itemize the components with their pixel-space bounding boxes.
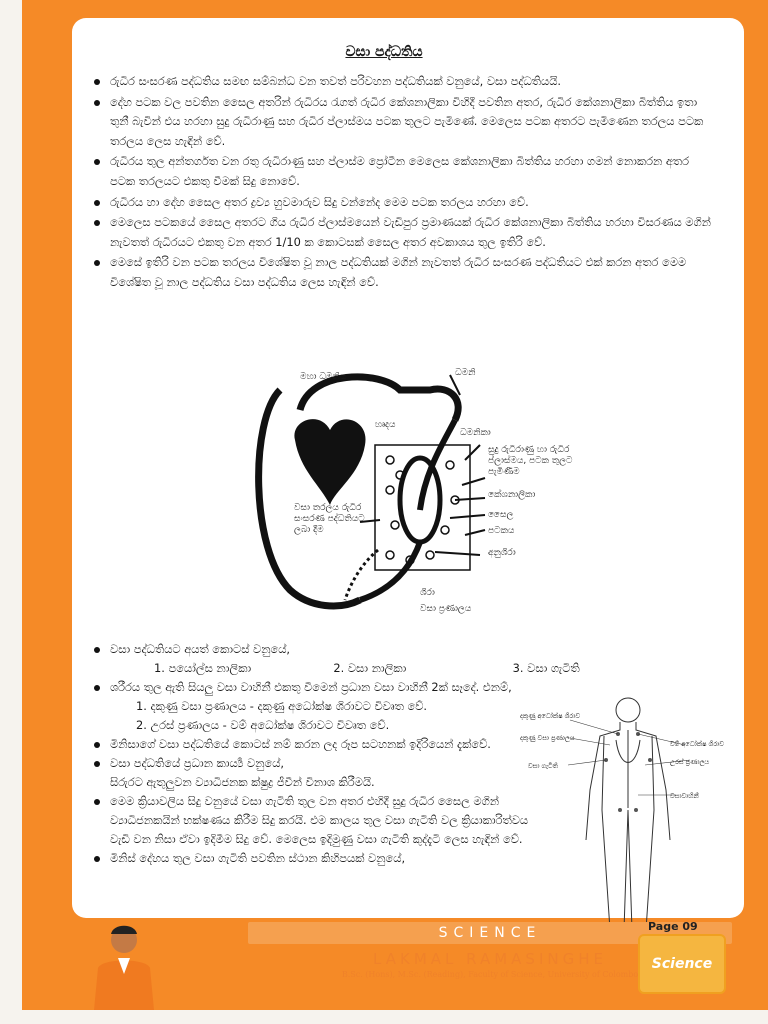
label-heart: හෘදය bbox=[375, 420, 396, 430]
label-arteriole: ධමනිකා bbox=[460, 428, 491, 438]
figure-note: මිනිසාගේ වසා පද්ධතියේ කොටස් නම් කරන ලද රූප සටහනක් ඉදිරියෙන් දැක්වේ. bbox=[92, 735, 530, 754]
aorta-arch bbox=[300, 377, 458, 420]
function-intro: වසා පද්ධතියේ ප්‍රධාන කාර්‍ය්‍ය වනුයේ, bbox=[92, 754, 530, 773]
parts-intro: වසා පද්ධතියට අයත් කොටස් වනුයේ, bbox=[92, 640, 692, 659]
lymph-circulation-diagram bbox=[250, 360, 573, 620]
process-text: මෙම ක්‍රියාවලිය සිදු වනුයේ වසා ගැටිති තුල වන අතර එහිදී සුදු රුධිර සෛල මගින් ව්‍යාධිජනකයින් භක්ෂණය කිරීම සිදු කරයි. එම කාලය තුල වසා ගැටිති වල ක්‍රියාකාරිත්වය වැඩි වන නිසා ඒවා ඉදිමීම සිදු වේ. මෙලෙස ඉදිමුණු වසා ගැටිති කුද්දැටි ලෙස හැඳින් වේ. bbox=[92, 792, 530, 849]
label-vessel: වසාවාහිනී bbox=[670, 792, 699, 800]
label-venule: අනුශිරා bbox=[488, 548, 516, 558]
label-right-lymph: දකුණු වසා ප්‍රණාලය bbox=[520, 734, 575, 742]
bullet-item: රුධිරය තුල අන්තර්ගත වන රතු රුධිරාණු සහ ප්ලාස්ම ප්‍රෝටීන මෙලෙස කේශනාලිකා බිත්තිය හරහා ගමන් නොකරන අතර පටක තරලයට එකතු වීමක් සිදු නොවේ. bbox=[92, 152, 712, 191]
label-aorta: මහා ධමනිය bbox=[300, 372, 347, 382]
parts-row bbox=[92, 659, 692, 678]
bullet-item: රුධිරය හා දේහ සෛල අතර ද්‍රව්‍ය හුවමාරුව සිදු වන්නේද මෙම පටක තරලය හරහා වේ. bbox=[92, 193, 712, 213]
label-tissue: පටකය bbox=[488, 526, 515, 536]
label-artery: ධමනි bbox=[455, 368, 476, 378]
label-right-duct: දකුණු අධෝක්ෂ ශිරාව bbox=[520, 712, 581, 720]
duct-item: 2. උරස් ප්‍රණාලය - වම් අධෝක්ෂ ශිරාවට විවෘත වේ. bbox=[136, 718, 390, 732]
label-thoracic: උරස් ප්‍රණාලය bbox=[670, 758, 710, 766]
bullet-item: රුධිර සංසරණ පද්ධතිය සමඟ සම්බන්ධ වන තවත් පරිවහන පද්ධතියක් වනුයේ, වසා පද්ධතියයි. bbox=[92, 72, 712, 92]
ducts-intro: ශරීරය තුල ඇති සියලු වසා වාහිනී එකතු වීමෙන් ප්‍රධාන වසා වාහිනී 2ක් සෑදේ. එනම්, bbox=[92, 678, 692, 697]
body-outline bbox=[520, 690, 720, 940]
author-name: LAKMAL RAMASINGHE bbox=[373, 950, 607, 968]
author-avatar bbox=[88, 918, 160, 1010]
page-number: Page 09 bbox=[648, 920, 698, 933]
label-wbc-note: සුදු රුධිරාණු හා රුධිර ප්ලාස්මය, පටක තුලට පැමිණීම bbox=[488, 445, 573, 477]
bullet-item: දේහ පටක වල පවතින සෛල අතරින් රුධිරය රැගත් රුධිර කේශනාලිකා විහිදී පවතින අතර, රුධිර කේශනාලිකා බිත්තිය ඉතා තුනී බැවින් එය හරහා සුදු රුධිරාණු සහ රුධිර ප්ලාස්මය පටක තුලට පැමිණේ. මෙලෙස පටක අතරට පැමිණෙන තරලය පටක තරලය ලෙස හැඳින් වේ. bbox=[92, 93, 712, 152]
label-vein: ශිරා bbox=[420, 588, 435, 598]
science-logo: Science bbox=[638, 934, 726, 994]
label-left-vein: වම් අධෝක්ෂ ශිරාව bbox=[670, 740, 724, 748]
function-text: සිරුරට ඇතුලුවන ව්‍යාධිජනක ක්ෂුද්‍ර ජීවීන් විනාශ කිරීමයි. bbox=[110, 775, 375, 789]
locations-text: මිනිස් දේහය තුල වසා ගැටිති පවතින ස්ථාන කිහිපයක් වනුයේ, bbox=[92, 849, 530, 868]
duct-item: 1. දකුණු වසා ප්‍රණාලය - දකුණු අධෝක්ෂ ශිරාවට විවෘත වේ. bbox=[136, 699, 428, 713]
bullet-item: මෙලෙස පටකයේ සෛල අතරට ගිය රුධිර ප්ලාස්මයෙන් වැඩිපුර ප්‍රමාණයක් රුධිර කේශනාලිකා බිත්තිය හරහා විසරණය මගින් නැවතත් රුධිරයට එකතු වන අතර 1/10 ක කොටසක් සෛල අතර අවකාශය තුල ඉතිරි වේ. bbox=[92, 213, 712, 252]
label-cell: සෛල bbox=[488, 510, 514, 520]
part-item: 3. වසා ගැටිති bbox=[512, 661, 580, 675]
part-item: 1. පයෝල්ස නාලිකා bbox=[154, 661, 252, 675]
heart-shape bbox=[294, 419, 365, 505]
bullet-item: මෙසේ ඉතිරි වන පටක තරලය විශේෂිත වූ නාල පද්ධතියක් මගින් නැවතත් රුධිර සංසරණ පද්ධතියට එක් කරන අතර මෙම විශේෂිත වූ නාල පද්ධතිය වසා පද්ධතිය ලෙස හැඳින් වේ. bbox=[92, 253, 712, 292]
part-item: 2. වසා නාලිකා bbox=[333, 661, 407, 675]
label-nodes: වසා ගැටිති bbox=[528, 762, 558, 770]
label-arrows bbox=[360, 375, 485, 555]
label-capillary: කේශනාලිකා bbox=[488, 490, 536, 500]
intro-bullets bbox=[92, 72, 712, 294]
footer-brand-bar: SCIENCE bbox=[248, 922, 732, 944]
label-lymph-duct: වසා ප්‍රණාලය bbox=[420, 604, 472, 614]
human-lymph-figure bbox=[520, 690, 724, 940]
label-lymph-return: වසා තරලය රුධිර සංසරණ පද්ධතියට ලබා දීම bbox=[294, 503, 365, 535]
page-title: වසා පද්ධතිය bbox=[345, 44, 423, 60]
author-qualifications: B.Sc. (Hons), M.Sc. (Reading), Faculty of Science, University of Colombo bbox=[341, 970, 639, 979]
